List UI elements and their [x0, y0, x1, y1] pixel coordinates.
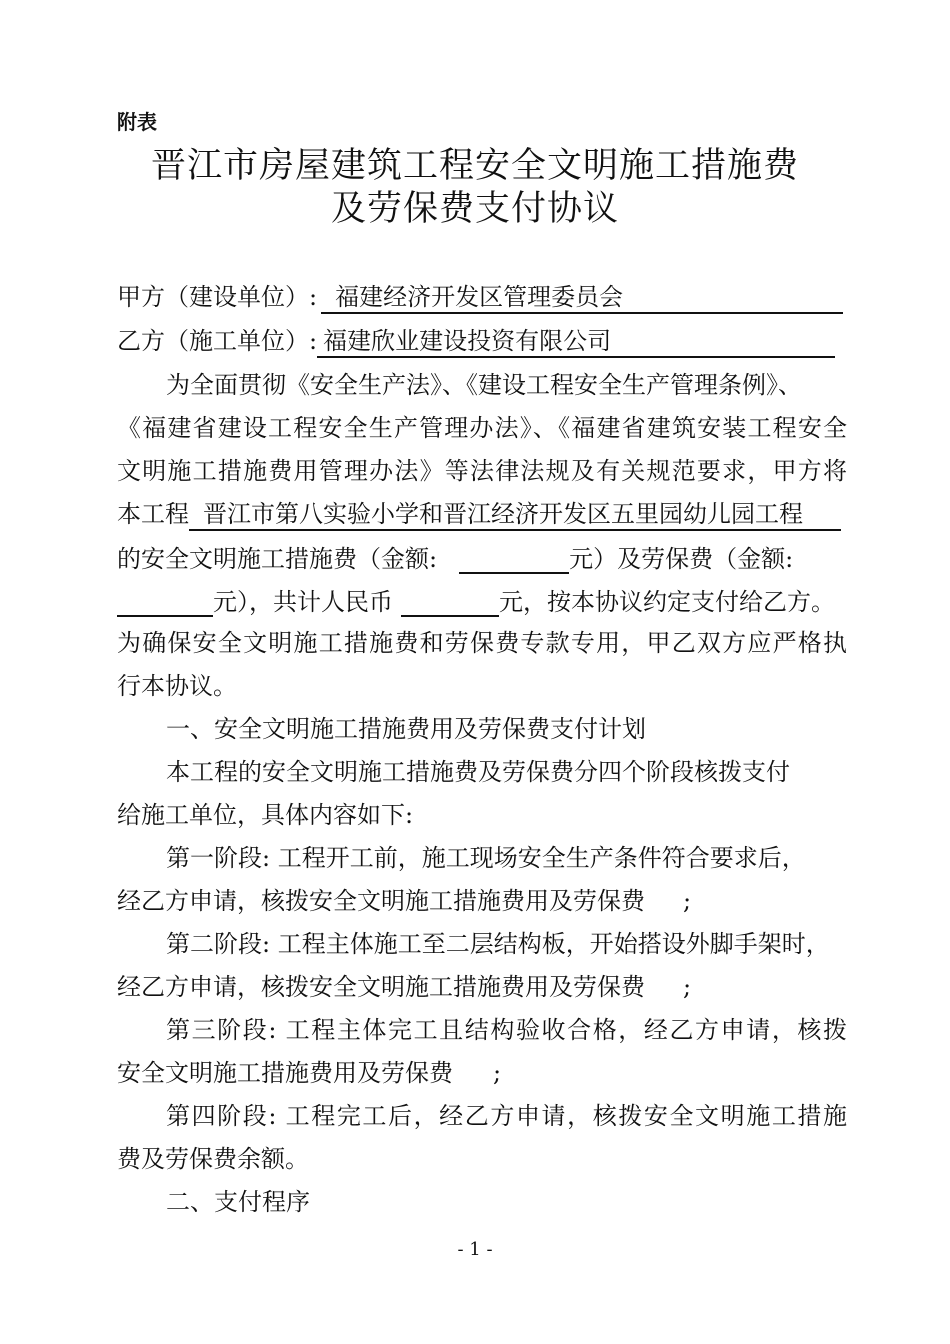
- stage-4-line-2: 费及劳保费余额。: [117, 1145, 309, 1173]
- paragraph-1-line-6: [117, 585, 847, 617]
- paragraph-1-line-4: [117, 499, 847, 531]
- document-title-line-2: 及劳保费支付协议: [330, 189, 619, 229]
- stage-3-line-2: [117, 1058, 847, 1088]
- stage-1-line-1: 第一阶段: 工程开工前，施工现场安全生产条件符合要求后，: [166, 844, 806, 872]
- total-amount-blank: [401, 585, 499, 617]
- stage-3-line-1: 第三阶段: 工程主体完工且结构验收合格，经乙方申请，核拨: [166, 1016, 847, 1044]
- paragraph-1-line-3: 文明施工措施费用管理办法》等法律法规及有关规范要求，甲方将: [117, 457, 847, 485]
- stage-1-line-2: [117, 886, 847, 916]
- stage-2-line-2: [117, 972, 847, 1002]
- paragraph-1-line-5: [117, 542, 847, 574]
- project-name: 晋江市第八实验小学和晋江经济开发区五里园幼儿园工程: [189, 499, 841, 531]
- party-b-label: 乙方（施工单位）:: [117, 327, 318, 355]
- party-a-label: 甲方（建设单位）:: [117, 283, 318, 311]
- stage-3-semicolon: ;: [493, 1059, 502, 1087]
- stage-3-text: 安全文明施工措施费用及劳保费: [117, 1059, 453, 1087]
- document-title-line-1: 晋江市房屋建筑工程安全文明施工措施费: [150, 146, 799, 186]
- stage-2-semicolon: ;: [683, 973, 692, 1001]
- stage-4-line-1: 第四阶段: 工程完工后，经乙方申请，核拨安全文明施工措施: [166, 1102, 847, 1130]
- stage-1-text: 经乙方申请，核拨安全文明施工措施费用及劳保费: [117, 887, 645, 915]
- stage-2-text: 经乙方申请，核拨安全文明施工措施费用及劳保费: [117, 973, 645, 1001]
- party-b-value: 福建欣业建设投资有限公司: [317, 326, 835, 358]
- party-a-value: 福建经济开发区管理委员会: [321, 282, 843, 314]
- page-number: - 1 -: [457, 1239, 493, 1260]
- stage-2-line-1: 第二阶段: 工程主体施工至二层结构板，开始搭设外脚手架时，: [166, 930, 830, 958]
- safety-fee-unit: 元）及劳保费（金额:: [569, 545, 794, 573]
- section-1-paragraph-line-2: 给施工单位，具体内容如下:: [117, 801, 414, 829]
- safety-fee-label: 的安全文明施工措施费（金额:: [117, 545, 438, 573]
- labor-fee-amount-blank: [117, 585, 213, 617]
- section-1-paragraph-line-1: 本工程的安全文明施工措施费及劳保费分四个阶段核拨支付: [166, 758, 790, 786]
- paragraph-1-line-7: 为确保安全文明施工措施费和劳保费专款专用，甲乙双方应严格执: [117, 629, 847, 657]
- section-1-heading: 一、安全文明施工措施费用及劳保费支付计划: [166, 715, 646, 743]
- appendix-label: 附表: [117, 110, 157, 134]
- project-prefix: 本工程: [117, 500, 189, 528]
- paragraph-1-line-2: 《福建省建设工程安全生产管理办法》、《福建省建筑安装工程安全: [117, 414, 847, 442]
- section-2-heading: 二、支付程序: [166, 1188, 310, 1216]
- safety-fee-amount-blank: [459, 542, 569, 574]
- total-label: 元），共计人民币: [213, 588, 393, 616]
- paragraph-1-line-1: 为全面贯彻《安全生产法》、《建设工程安全生产管理条例》、: [166, 371, 802, 399]
- party-a-row: [117, 282, 847, 314]
- paragraph-1-line-8: 行本协议。: [117, 672, 237, 700]
- total-unit: 元，按本协议约定支付给乙方。: [499, 588, 835, 616]
- party-b-row: [117, 326, 847, 358]
- stage-1-semicolon: ;: [683, 887, 692, 915]
